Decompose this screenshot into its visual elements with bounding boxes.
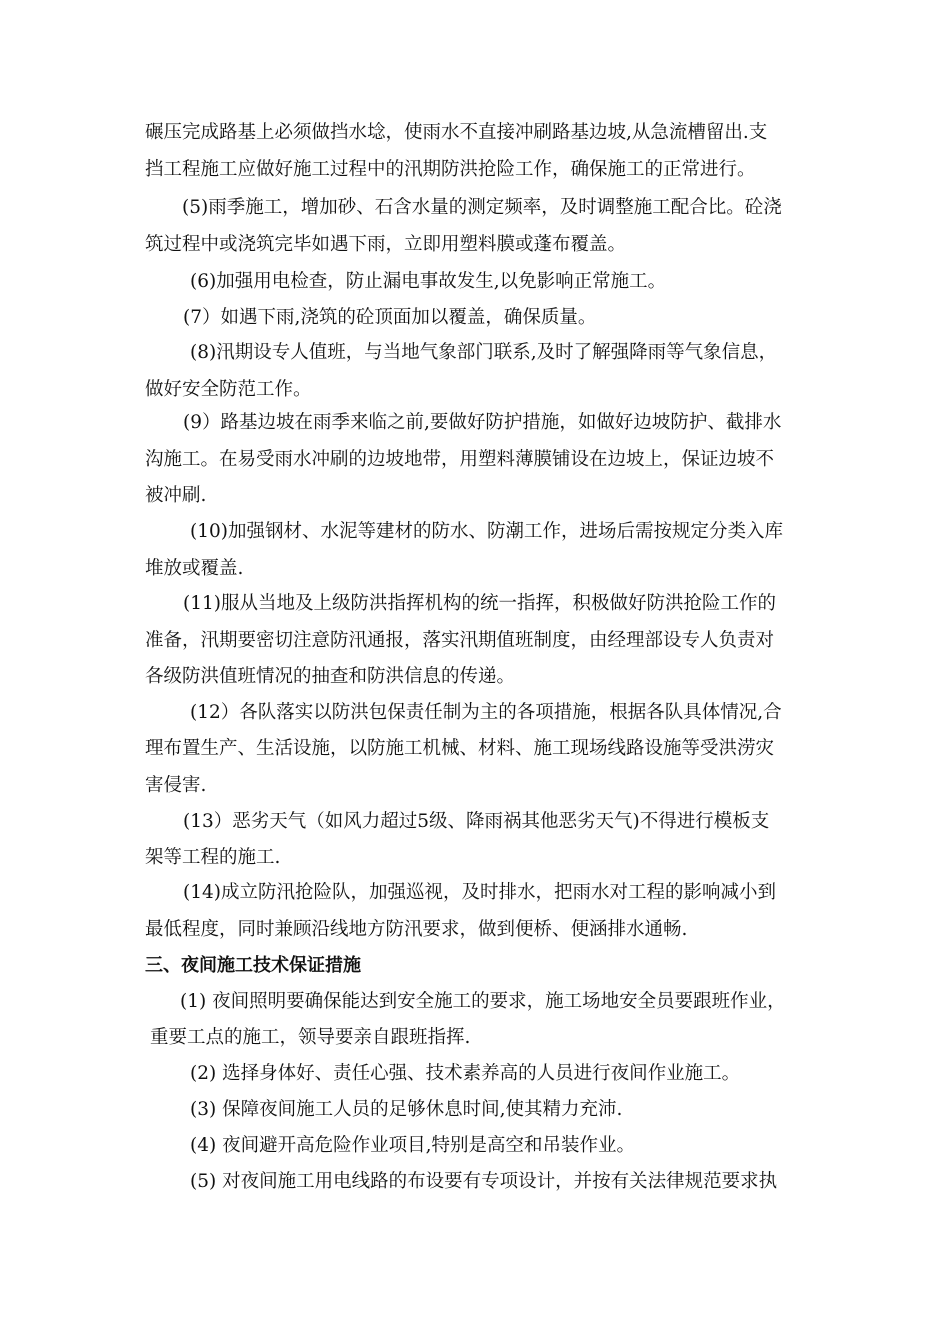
text-line-4: 筑过程中或浇筑完毕如遇下雨，立即用塑料膜或蓬布覆盖。: [145, 234, 627, 255]
text-line-11: 被冲刷.: [145, 485, 207, 506]
text-line-13: 堆放或覆盖.: [145, 558, 244, 579]
text-line-18: 理布置生产、生活设施，以防施工机械、材料、施工现场线路设施等受洪涝灾: [145, 738, 775, 759]
text-line-29: (4) 夜间避开高危险作业项目,特别是高空和吊装作业。: [190, 1135, 635, 1156]
text-line-16: 各级防洪值班情况的抽查和防洪信息的传递。: [145, 666, 516, 687]
text-line-17: (12）各队落实以防洪包保责任制为主的各项措施，根据各队具体情况,合: [190, 702, 782, 723]
text-line-27: (2) 选择身体好、责任心强、技术素养高的人员进行夜间作业施工。: [190, 1063, 741, 1084]
text-line-14: (11)服从当地及上级防洪指挥机构的统一指挥，积极做好防洪抢险工作的: [183, 593, 776, 614]
text-line-3: (5)雨季施工，增加砂、石含水量的测定频率，及时调整施工配合比。砼浇: [182, 197, 782, 218]
text-line-23: 最低程度，同时兼顾沿线地方防汛要求，做到便桥、便涵排水通畅.: [145, 919, 688, 940]
text-line-6: (7）如遇下雨,浇筑的砼顶面加以覆盖，确保质量。: [183, 307, 597, 328]
text-line-12: (10)加强钢材、水泥等建材的防水、防潮工作，进场后需按规定分类入库: [190, 521, 783, 542]
text-line-26: 重要工点的施工，领导要亲自跟班指挥.: [150, 1027, 471, 1048]
section-heading: 三、夜间施工技术保证措施: [145, 955, 361, 976]
text-line-2: 挡工程施工应做好施工过程中的汛期防洪抢险工作，确保施工的正常进行。: [145, 159, 756, 180]
text-line-5: (6)加强用电检查，防止漏电事故发生,以免影响正常施工。: [190, 271, 667, 292]
text-line-21: 架等工程的施工.: [145, 847, 281, 868]
text-line-8: 做好安全防范工作。: [145, 379, 312, 400]
text-line-25: (1) 夜间照明要确保能达到安全施工的要求，施工场地安全员要跟班作业，: [180, 991, 786, 1012]
text-line-1: 碾压完成路基上必须做挡水埝，使雨水不直接冲刷路基边坡,从急流槽留出.支: [145, 122, 768, 143]
text-line-28: (3) 保障夜间施工人员的足够休息时间,使其精力充沛.: [190, 1099, 623, 1120]
text-line-19: 害侵害.: [145, 775, 207, 796]
text-line-9: (9）路基边坡在雨季来临之前,要做好防护措施，如做好边坡防护、截排水: [183, 412, 782, 433]
text-line-22: (14)成立防汛抢险队，加强巡视，及时排水，把雨水对工程的影响减小到: [183, 882, 776, 903]
text-line-20: (13）恶劣天气（如风力超过5级、降雨祸其他恶劣天气)不得进行模板支: [183, 811, 770, 832]
text-line-10: 沟施工。在易受雨水冲刷的边坡地带，用塑料薄膜铺设在边坡上，保证边坡不: [145, 449, 775, 470]
text-line-7: (8)汛期设专人值班，与当地气象部门联系,及时了解强降雨等气象信息，: [190, 342, 778, 363]
text-line-30: (5) 对夜间施工用电线路的布设要有专项设计，并按有关法律规范要求执: [190, 1171, 778, 1192]
text-line-15: 准备，汛期要密切注意防汛通报，落实汛期值班制度，由经理部设专人负责对: [145, 630, 775, 651]
